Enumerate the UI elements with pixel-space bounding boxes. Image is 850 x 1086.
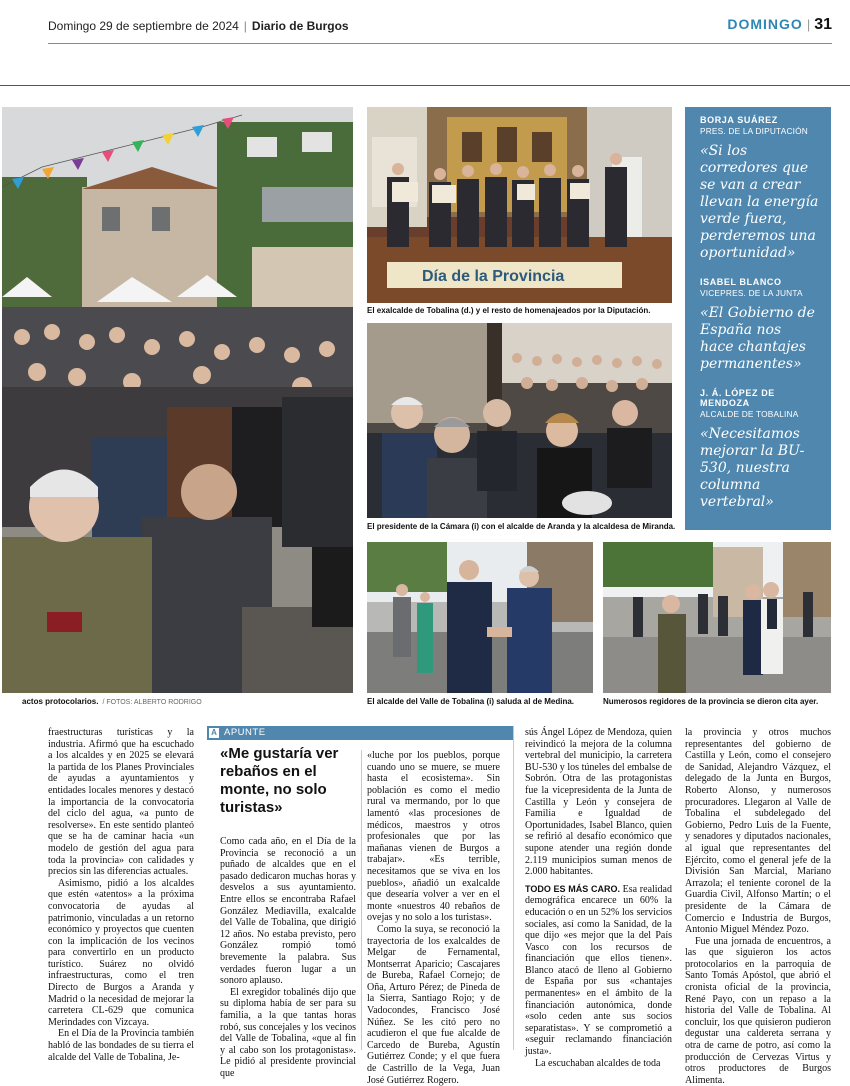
main-photo-caption	[22, 697, 202, 706]
article-column-1	[48, 727, 194, 1063]
page-header	[48, 16, 832, 44]
paragraph: Como la suya, se reconoció la trayectoria de los exalcaldes de Melgar de Fernamental, Montserrat Aparicio; Cascajares de Bureba, Rafael Cornejo; de Oña, Arturo Pérez; de Pineda de la Sierra, Santiago Rojo; y de Vadocondes, Francisco José Núñez. Se les citó pero no acudieron el que fue alcalde de Carcedo de Bureba, Agustín Gutiérrez Conde; y el que fuera de Castrillo de la Vega, Juan José Gutiérrez Rogero.	[367, 923, 500, 1086]
paragraph: La escuchaban alcaldes de toda	[535, 1057, 661, 1069]
paragraph: En el Día de la Provincia también habló de las bondades de su tierra el alcalde del Valle de Tobalina, Je-	[48, 1028, 194, 1063]
quote-role: ALCALDE DE TOBALINA	[700, 409, 799, 419]
article-column-5	[685, 727, 831, 1086]
apunte-column-2	[367, 750, 500, 1086]
quote-author: BORJA SUÁREZ	[700, 115, 778, 125]
quote-text: «Necesitamos mejorar la BU-530, nuestra columna vertebral»	[700, 426, 805, 510]
article-column-4	[525, 727, 672, 1069]
apunte-label: APUNTE	[224, 727, 266, 738]
header-right: DOMINGO | 31	[727, 16, 832, 33]
handshake-photo-caption: El alcalde del Valle de Tobalina (i) saluda al de Medina.	[367, 697, 575, 706]
apunte-divider	[361, 750, 362, 1050]
paragraph: Asimismo, pidió a los alcaldes que estén «atentos» a la próxima convocatoria de ayudas al patrimonio, vinculadas a un retorno económico y proyectos que cuenten con la implicación de los vecinos para convertirlo en un producto turístico. Suárez no olvidó infraestructuras, como el tren Directo de Burgos a Aranda y Madrid o la necesidad de mejorar la carretera CL-629 que comunica Merindades con Vizcaya.	[48, 877, 194, 1028]
paragraph: sús Ángel López de Mendoza, quien reivindicó la mejora de la columna vertebral del municipio, la carretera BU-530 y los túneles del embalse de Sobrón. Otra de las protagonistas fue la vicepresidenta de la Junta de Castilla y León y consejera de Familia e Igualdad de Oportunidades, Isabel Blanco, quien se refirió al desafío económico que supone atender una región donde 2.119 municipios suman menos de 2.000 habitantes.	[525, 727, 672, 878]
quote-role: VICEPRES. DE LA JUNTA	[700, 288, 803, 298]
handshake-photo	[367, 542, 593, 693]
apunte-icon: A	[209, 728, 219, 738]
paragraph: la provincia y otros muchos representantes del gobierno de Castilla y León, como el consejero de Sanidad, Alejandro Vázquez, el delegado de la Junta en Burgos, Roberto Alonso, y numerosos procuradores. Llegaron al Valle de Tobalina el subdelegado del Gobierno, Pedro Luis de la Fuente, y senadores y diputados nacionales, al igual que representantes del Ejército, como el general jefe de la División San Marcial, Mariano Arrazola; el teniente coronel de la Guardia Civil, Alfonso Martín; o el presidente de la Cámara de Comercio e Industria de Burgos, Antonio Miguel Méndez Pozo.	[685, 727, 831, 936]
paragraph: Fue una jornada de encuentros, a las que siguieron los actos protocolarios en la parroquia de Santo Tomás Apóstol, que abrió el cronista oficial de la provincia, René Payo, con un repaso a la historia del Valle de Tobalina. Al concluir, los que quisieron pudieron degustar una caldereta serrana y otra de carne de potro, así como la producción de Cervezas Virtus y otros productores de Burgos Alimenta.	[685, 935, 831, 1086]
quote-author: J. Á. LÓPEZ DE MENDOZA	[700, 388, 775, 408]
apunte-column-1	[220, 836, 356, 1079]
audience-photo	[367, 323, 672, 518]
quote-block	[700, 388, 819, 511]
apunte-border	[513, 726, 514, 1050]
stage-banner-text: Día de la Provincia	[422, 268, 565, 285]
apunte-headline: «Me gustaría ver rebaños en el monte, no solo turistas»	[220, 745, 339, 816]
header-left: Domingo 29 de septiembre de 2024 | Diario de Burgos	[48, 19, 349, 33]
quote-author: ISABEL BLANCO	[700, 277, 782, 287]
paragraph-text: Esa realidad demográfica encarece un 60% la educación o en un 52% los servicios sociales, así como la Sanidad, de la que dijo «es mejor que la del País Vasco con los recursos de financiación que ellos tienen». Blanco atacó de lleno al Gobierno de España por sus «chantajes permanentes» en el ámbito de la financiación autonómica, donde «solo ceden ante sus socios separatistas». Y se comprometió a «seguir reclamando financiación justa».	[525, 883, 672, 1058]
header-day: DOMINGO	[727, 16, 803, 32]
quote-block	[700, 115, 819, 262]
paragraph: «luche por los pueblos, porque cuando uno se muere, se muere hasta el ecosistema». Sin población es como el medio rural va mermando, por lo que lamentó «las procesiones de médicos, maestros y otros profesionales que por las mañanas vienen de Burgos a trabajar». «Es terrible, necesitamos que se viva en los pueblos», añadió un exalcalde que desearía volver a ver en el monte «nuestros 40 rebaños de ovejas y no solo a los turistas».	[367, 750, 500, 924]
apunte-label-bar	[207, 726, 513, 740]
photo-credit: / FOTOS: ALBERTO RODRIGO	[102, 699, 202, 706]
paragraph: El exregidor tobalinés dijo que su diploma había de ser para su familia, a la que tantas horas robó, sus concejales y los vecinos del Valle de Tobalina, «que al fin y al cabo son los protagonistas». Le pidió al presidente provincial que	[220, 986, 356, 1079]
header-date: Domingo 29 de septiembre de 2024	[48, 19, 239, 33]
paragraph: Como cada año, en el Día de la Provincia se reconoció a un puñado de alcaldes que en el pasado dedicaron muchas horas y desvelos a sus ayuntamiento. Entre ellos se encontraba Rafael González Mediavilla, exalcalde del Valle de Tobalina, que dirigió 12 años. No estaba previsto, pero González rompió tomó brevemente la palabra. Sus verdades fueron lugar a un sonoro aplauso.	[220, 836, 356, 987]
quotes-sidebar	[685, 107, 831, 530]
watermark	[438, 692, 448, 752]
quote-role: PRES. DE LA DIPUTACIÓN	[700, 126, 808, 136]
main-photo-crowd	[2, 107, 353, 693]
quote-text: «Si los corredores que se van a crear llevan la energía verde fuera, perderemos una oportunidad»	[700, 143, 819, 261]
paragraph-lead	[525, 884, 672, 1058]
header-divider	[0, 85, 850, 86]
caption-text: actos protocolarios.	[22, 697, 99, 706]
stage-photo	[367, 107, 672, 303]
audience-photo-caption: El presidente de la Cámara (i) con el alcalde de Aranda y la alcaldesa de Miranda.	[367, 522, 676, 531]
quote-text: «El Gobierno de España nos hace chantajes permanentes»	[700, 305, 815, 372]
street-photo-caption: Numerosos regidores de la provincia se dieron cita ayer.	[603, 697, 819, 706]
page-number: 31	[814, 16, 832, 33]
quote-block	[700, 277, 819, 373]
stage-photo-caption: El exalcalde de Tobalina (d.) y el resto de homenajeados por la Diputación.	[367, 306, 651, 315]
paragraph: fraestructuras turísticas y la industria. Afirmó que ha escuchado a los alcaldes y en 2025 se elevará la partida de los Planes Provinciales de ayudas a ayuntamientos y entidades locales menores y destacó la importancia de la convocatoria del ciclo del agua, «a punto de resolverse». En este sentido planteó que se ha de caminar hacia «un modelo de gestión del agua para toda la provincia» con calidades y precios sin las diferencias actuales.	[48, 727, 194, 878]
newspaper-name: Diario de Burgos	[251, 19, 349, 33]
subhead-lead: TODO ES MÁS CARO.	[525, 883, 620, 894]
street-photo	[603, 542, 831, 693]
